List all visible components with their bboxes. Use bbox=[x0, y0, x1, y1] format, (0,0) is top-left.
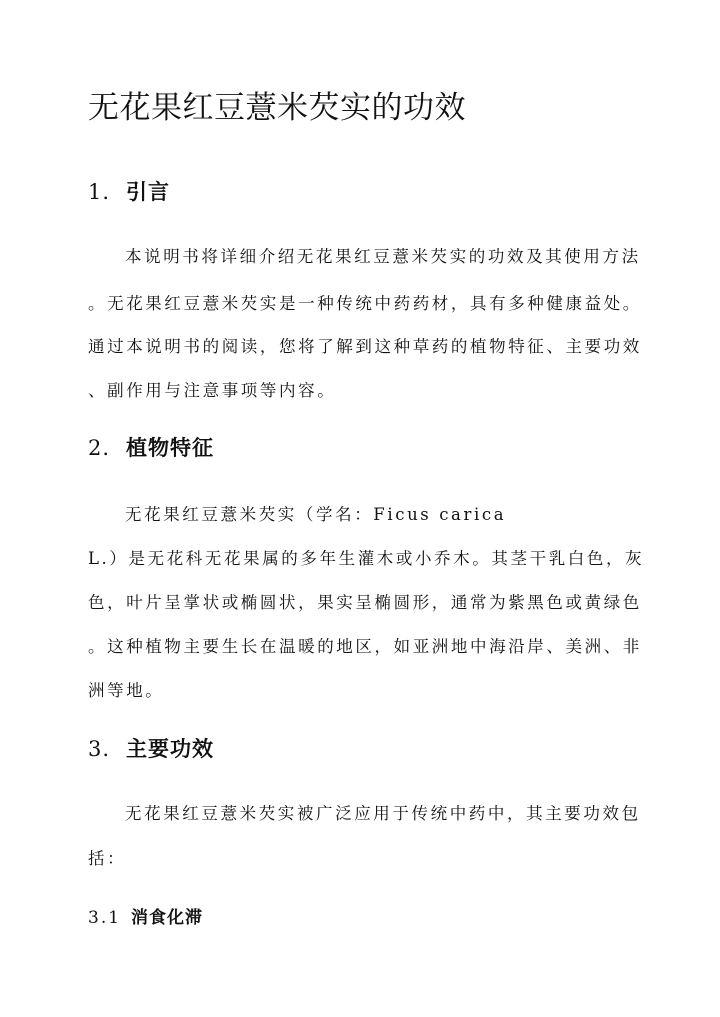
subsection-3-1-title: 消食化滞 bbox=[131, 908, 204, 928]
paragraph-line: 。这种植物主要生长在温暖的地区，如亚洲地中海沿岸、美洲、非 bbox=[88, 637, 642, 656]
section-2-heading bbox=[88, 432, 214, 462]
paragraph-line: 。无花果红豆薏米芡实是一种传统中药药材，具有多种健康益处。 bbox=[88, 294, 642, 313]
paragraph-line: 本说明书将详细介绍无花果红豆薏米芡实的功效及其使用方法 bbox=[125, 247, 641, 266]
section-3-title: 主要功效 bbox=[126, 736, 214, 761]
subsection-3-1-heading bbox=[88, 903, 203, 928]
section-3-heading bbox=[88, 733, 214, 763]
subsection-3-1-number: 3.1 bbox=[88, 908, 122, 928]
section-3-number: 3. bbox=[88, 737, 111, 761]
paragraph-line: 无花果红豆薏米芡实（学名：Ficus carica bbox=[125, 505, 507, 524]
document-title: 无花果红豆薏米芡实的功效 bbox=[88, 90, 466, 126]
section-2-title: 植物特征 bbox=[126, 435, 214, 460]
paragraph-line: 色，叶片呈掌状或椭圆状，果实呈椭圆形，通常为紫黑色或黄绿色 bbox=[88, 593, 642, 612]
paragraph-line: 、副作用与注意事项等内容。 bbox=[88, 381, 337, 400]
paragraph-line: L.）是无花科无花果属的多年生灌木或小乔木。其茎干乳白色，灰 bbox=[88, 549, 645, 568]
paragraph-line: 括： bbox=[88, 849, 127, 868]
paragraph-line: 洲等地。 bbox=[88, 681, 165, 700]
section-1-number: 1. bbox=[88, 180, 111, 204]
paragraph-line: 通过本说明书的阅读，您将了解到这种草药的植物特征、主要功效 bbox=[88, 337, 642, 356]
section-2-number: 2. bbox=[88, 436, 111, 460]
section-1-title: 引言 bbox=[126, 179, 170, 204]
paragraph-line: 无花果红豆薏米芡实被广泛应用于传统中药中，其主要功效包 bbox=[125, 804, 641, 823]
section-1-heading bbox=[88, 176, 170, 206]
